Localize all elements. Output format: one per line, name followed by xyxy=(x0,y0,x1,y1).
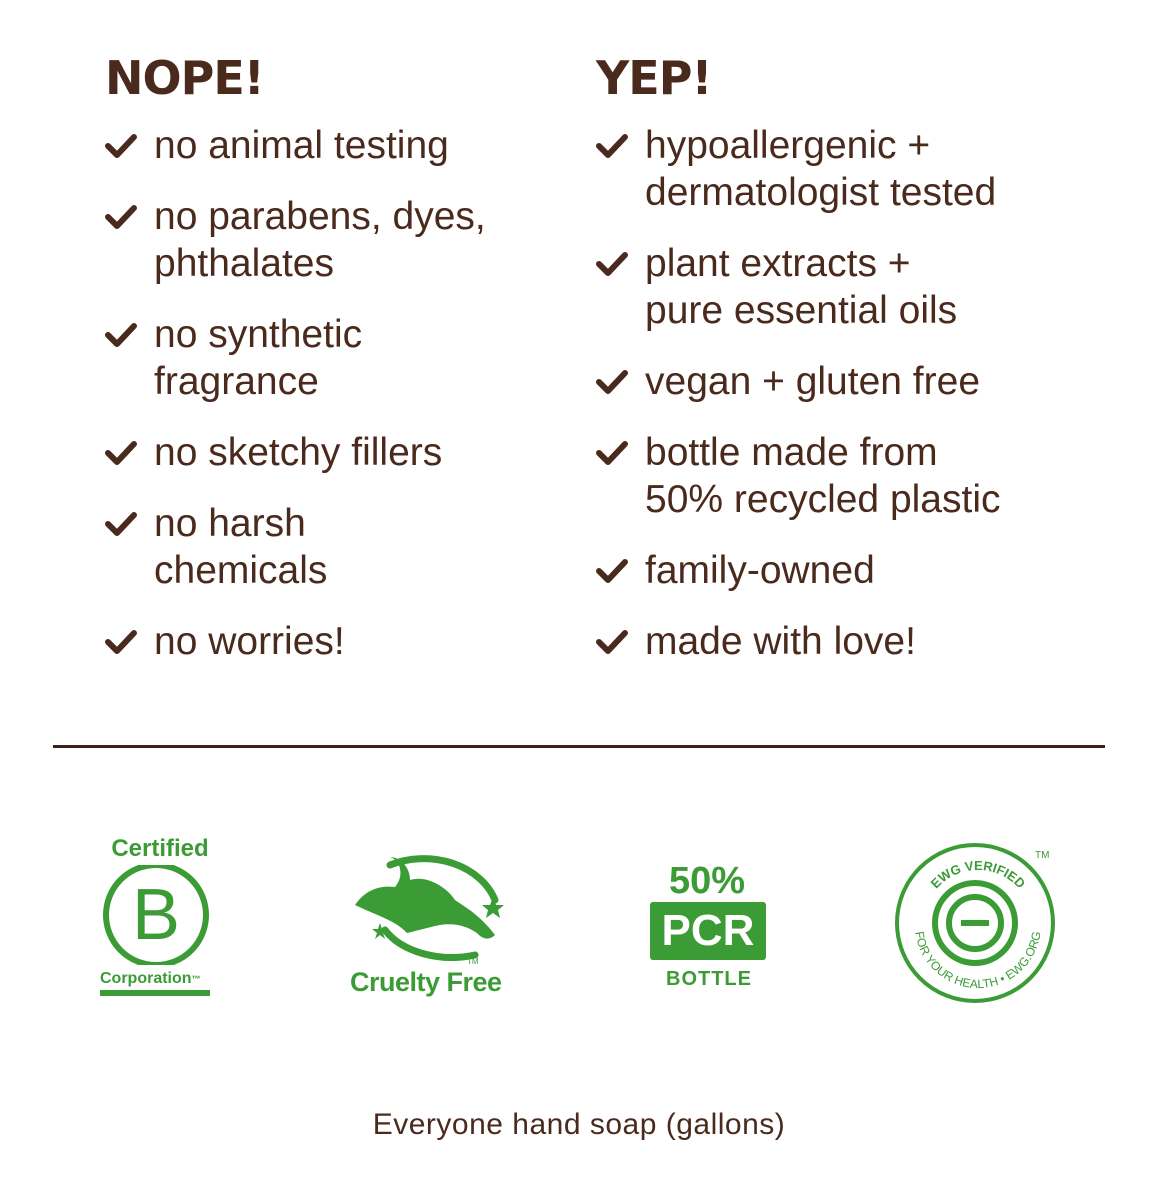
yep-item xyxy=(596,122,1116,216)
checkmark-icon xyxy=(105,500,141,547)
checkmark-icon xyxy=(596,618,632,665)
checkmark-icon xyxy=(105,429,141,476)
ewg-bottom-text: FOR YOUR HEALTH • EWG.ORG xyxy=(912,930,1044,992)
yep-item-text: family-owned xyxy=(645,549,875,592)
bcorp-certified-label: Certified xyxy=(111,835,209,862)
checkmark-icon xyxy=(596,429,632,476)
checkmark-icon xyxy=(105,618,141,665)
nope-item-text: no sketchy fillers xyxy=(154,431,443,474)
yep-item xyxy=(596,429,1116,523)
pcr-percent: 50% xyxy=(668,860,746,902)
nope-item-text: no parabens, dyes, phthalates xyxy=(154,195,486,285)
nope-item xyxy=(105,618,575,665)
product-caption: Everyone hand soap (gallons) xyxy=(372,1108,786,1141)
bcorp-tm: ™ xyxy=(191,974,201,984)
ewg-verified-badge xyxy=(893,840,1063,1010)
cruelty-free-badge xyxy=(345,845,520,1005)
yep-item xyxy=(596,547,1116,594)
bcorp-badge xyxy=(100,835,220,1015)
checkmark-icon xyxy=(596,547,632,594)
checkmark-icon xyxy=(105,311,141,358)
checkmark-icon xyxy=(105,193,141,240)
yep-item-text: plant extracts + pure essential oils xyxy=(645,242,958,332)
yep-heading: YEP! xyxy=(596,51,712,105)
ewg-top-text: EWG VERIFIED xyxy=(927,857,1029,892)
nope-heading: NOPE! xyxy=(105,51,264,105)
nope-item-text: no animal testing xyxy=(154,124,449,167)
cruelty-free-tm: TM xyxy=(467,957,479,966)
nope-item xyxy=(105,122,575,169)
nope-item xyxy=(105,193,575,287)
cruelty-free-label: Cruelty Free xyxy=(350,967,502,997)
yep-column xyxy=(596,50,1116,665)
bcorp-underline xyxy=(100,990,210,996)
nope-item-text: no harsh chemicals xyxy=(154,502,328,592)
nope-column xyxy=(105,50,575,665)
checkmark-icon xyxy=(596,358,632,405)
pcr-badge xyxy=(650,860,768,1000)
yep-item-text: hypoallergenic + dermatologist tested xyxy=(645,124,997,214)
yep-item xyxy=(596,240,1116,334)
nope-item-text: no synthetic fragrance xyxy=(154,313,363,403)
checkmark-icon xyxy=(596,122,632,169)
ewg-logo-icon xyxy=(893,840,1063,1010)
nope-item xyxy=(105,500,575,594)
yep-item-text: made with love! xyxy=(645,620,916,663)
pcr-bottle-label: BOTTLE xyxy=(666,968,752,990)
yep-item-text: bottle made from 50% recycled plastic xyxy=(645,431,1001,521)
bcorp-letter: B xyxy=(131,875,181,955)
nope-item xyxy=(105,429,575,476)
nope-item xyxy=(105,311,575,405)
leaping-bunny-icon xyxy=(345,845,515,965)
checkmark-icon xyxy=(596,240,632,287)
divider xyxy=(53,745,1105,748)
yep-item xyxy=(596,618,1116,665)
pcr-label: PCR xyxy=(650,902,766,960)
checkmark-icon xyxy=(105,122,141,169)
nope-item-text: no worries! xyxy=(154,620,345,663)
yep-item-text: vegan + gluten free xyxy=(645,360,981,403)
yep-item xyxy=(596,358,1116,405)
bcorp-circle-icon xyxy=(100,865,220,965)
bcorp-corporation-label: Corporation xyxy=(100,970,192,987)
ewg-tm: TM xyxy=(1035,850,1050,861)
